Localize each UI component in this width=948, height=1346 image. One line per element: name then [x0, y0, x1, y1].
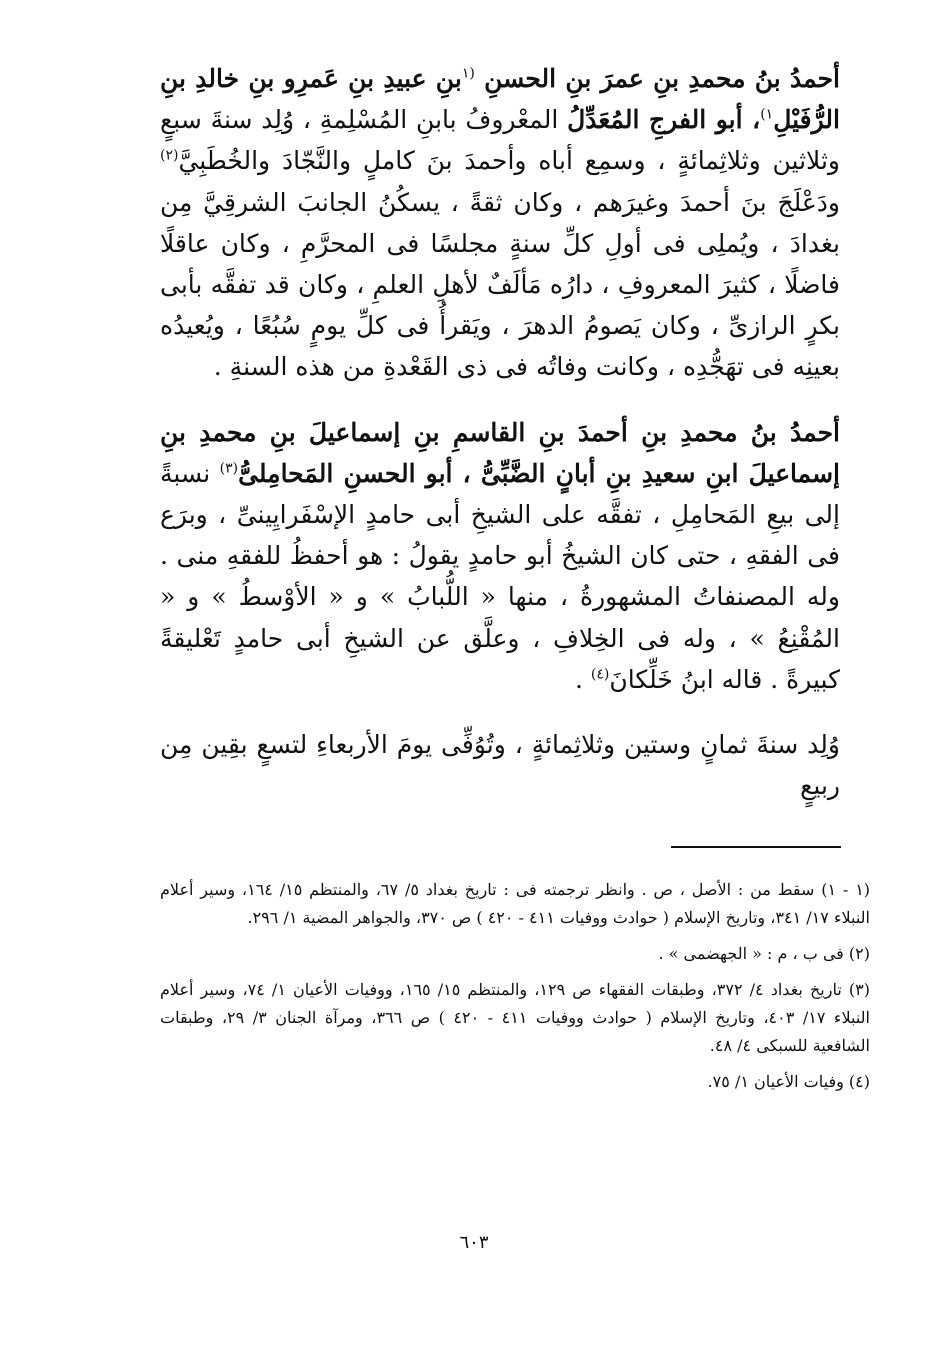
- entry-heading: ، أبو الفرجِ المُعَدِّلُ: [567, 105, 761, 135]
- main-text: [160, 58, 840, 806]
- entry-text: ودَعْلَجَ بنَ أحمدَ وغيرَهم ، وكان ثقةً ، يسكُنُ الجانبَ الشرقِيَّ مِن بغدادَ ، ويُملِى فى أولِ كلِّ سنةٍ مجلسًا فى المحرَّمِ ، وكان عاقلًا فاضلًا ، كثيرَ المعروفِ ، دارُه مَألَفٌ لأهلِ العلمِ ، وكان قد تفقَّه بأبى بكرٍ الرازىِّ ، وكان يَصومُ الدهرَ ، ويَقرأُ فى كلِّ يومٍ سُبُعًا ، ويُعيدُه بعينِه فى تهَجُّدِه ، وكانت وفاتُه فى ذى القَعْدةِ من هذه السنةِ .: [160, 187, 840, 382]
- entry-text: .: [574, 664, 591, 694]
- footnote-marker: (٤): [590, 666, 610, 683]
- footnote-1: (١ - ١) سقط من : الأصل ، ص . وانظر ترجمته فى : تاريخ بغداد ٥/ ٦٧، والمنتظم ١٥/ ١٦٤، وسير أعلام النبلاء ١٧/ ٣٤١، وتاريخ الإسلام ( حوادث ووفيات ٤١١ - ٤٢٠ ) ص ٣٧٠، والجواهر المضية ١/ ٢٩٦.: [160, 880, 871, 927]
- biography-continuation: [160, 724, 840, 806]
- footnote-marker: (٣): [219, 460, 239, 477]
- entry-text: نسبةً إلى بيعِ المَحامِلِ ، تفقَّه على الشيخِ أبى حامدٍ الإسْفَرايِينىِّ ، وبرَع فى الفقهِ ، حتى كان الشيخُ أبو حامدٍ يقولُ : هو أحفظُ للفقهِ منى . وله المصنفاتُ المشهورةُ ، منها « اللُّبابُ » و « الأوْسطُ » و « المُقْنِعُ » ، وله فى الخِلافِ ، وعلَّق عن الشيخِ أبى حامدٍ تَعْليقةً كبيرةً . قاله ابنُ خَلِّكانَ: [160, 458, 840, 694]
- footnote-2: (٢) فى ب ، م : « الجهضمى » .: [658, 944, 870, 963]
- entry-heading: أحمدُ بنُ محمدِ بنِ عمرَ بنِ الحسنِ: [474, 64, 841, 93]
- entry-text: وُلِد سنةَ ثمانٍ وستين وثلاثِمائةٍ ، وتُوُفِّى يومَ الأربعاءِ لتسعٍ بقِين مِن ربيعٍ: [160, 730, 840, 801]
- entry-heading: بنِ عبيدِ بنِ عَمرِو بنِ خالدِ بنِ الرُّفَيْلِ: [160, 64, 840, 135]
- footnotes: [160, 876, 870, 1104]
- footnote-marker: (٢): [160, 148, 179, 165]
- footnote-3: (٣) تاريخ بغداد ٤/ ٣٧٢، وطبقات الفقهاء ص ١٢٩، والمنتظم ١٥/ ١٦٥، ووفيات الأعيان ١/ ٧٤، وسير أعلام النبلاء ١٧/ ٤٠٣، وتاريخ الإسلام ( حوادث ووفيات ٤١١ - ٤٢٠ ) ص ٣٦٦، ومرآة الجنان ٣/ ٢٩، وطبقات الشافعية للسبكى ٤/ ٤٨.: [160, 980, 871, 1055]
- footnote-marker: ١): [760, 106, 774, 123]
- entry-text: المعْروفُ بابنِ المُسْلِمةِ ، وُلِد سنةَ سبعٍ وثلاثين وثلاثِمائةٍ ، وسمِع أباه وأحمدَ بنَ كاملٍ والنَّجّادَ والخُطَبِيَّ: [160, 105, 840, 176]
- biography-entry-al-mahamili: [160, 412, 840, 700]
- footnote-divider: [671, 846, 841, 848]
- page-number: ٦٠٣: [459, 1232, 489, 1253]
- entry-heading: أحمدُ بنُ محمدِ بنِ أحمدَ بنِ القاسمِ بنِ إسماعيلَ بنِ محمدِ بنِ إسماعيلَ ابنِ سعيدِ بنِ أبانٍ الضَّبِّىُّ ، أبو الحسنِ المَحامِلىُّ: [160, 417, 840, 488]
- footnote-4: (٤) وفيات الأعيان ١/ ٧٥.: [707, 1072, 870, 1091]
- footnote-marker: (١: [461, 65, 475, 82]
- biography-entry-ahmad-ibn-al-muslima: [160, 58, 840, 388]
